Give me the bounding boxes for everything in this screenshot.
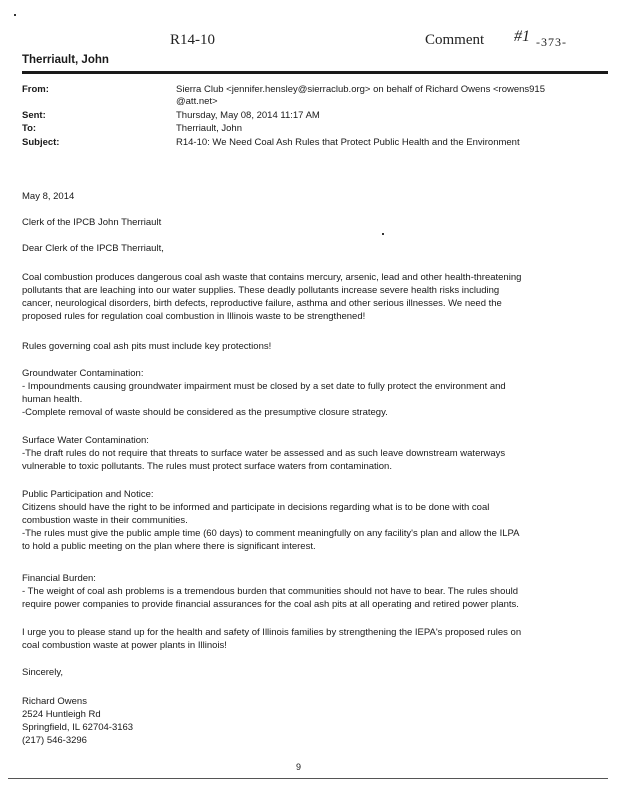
section-heading: Groundwater Contamination:: [22, 368, 144, 379]
comment-suffix: -373-: [536, 35, 567, 49]
from-value-line: @att.net>: [176, 96, 218, 107]
sent-value: Thursday, May 08, 2014 11:17 AM: [176, 110, 320, 121]
section-line: -The draft rules do not require that threats to surface water be assessed and as such leave downstream waterways: [22, 448, 506, 459]
section-line: require power companies to provide financial assurances for the coal ash pits at all operating and retired power plants.: [22, 599, 519, 610]
closing-line: I urge you to please stand up for the health and safety of Illinois families by strengthening the IEPA's proposed rules on: [22, 627, 522, 638]
sent-label: Sent:: [22, 110, 46, 121]
intro-line: pollutants that are leaching into our water supplies. These deadly pollutants increase severe health risks including: [22, 285, 500, 296]
section-line: Citizens should have the right to be informed and participate in decisions regarding what is to be done with coal: [22, 502, 490, 513]
section-heading: Financial Burden:: [22, 573, 96, 584]
section-line: - The weight of coal ash problems is a tremendous burden that communities should not have to bear. The rules should: [22, 586, 519, 597]
signer-phone: (217) 546-3296: [22, 735, 87, 746]
intro-line: cancer, neurological disorders, birth defects, reproductive failure, asthma and other serious illnesses. We need the: [22, 298, 502, 309]
section-line: - Impoundments causing groundwater impairment must be closed by a set date to fully protect the environment and: [22, 381, 506, 392]
section-line: vulnerable to toxic pollutants. The rules must protect surface waters from contamination.: [22, 461, 392, 472]
section-heading: Surface Water Contamination:: [22, 435, 149, 446]
docket-number: R14-10: [170, 32, 215, 48]
from-value: [176, 84, 596, 108]
section-groundwater: [22, 367, 567, 419]
comment-number: #1: [514, 28, 530, 45]
section-public-participation: [22, 488, 567, 553]
letter-date: May 8, 2014: [22, 191, 75, 202]
section-line: -The rules must give the public ample time (60 days) to comment meaningfully on any facility's plan and allow the ILPA: [22, 528, 520, 539]
footer-divider: [8, 778, 608, 779]
closing-paragraph: [22, 626, 567, 652]
section-financial-burden: [22, 572, 567, 611]
intro-line: Coal combustion produces dangerous coal ash waste that contains mercury, arsenic, lead and other health-threatening: [22, 272, 522, 283]
signature-block: [22, 695, 567, 747]
to-value: Therriault, John: [176, 123, 243, 134]
section-line: human health.: [22, 394, 83, 405]
header-divider: [22, 71, 608, 74]
rules-intro: Rules governing coal ash pits must include key protections!: [22, 341, 272, 352]
signer-street: 2524 Huntleigh Rd: [22, 709, 101, 720]
mailbox-owner-name: Therriault, John: [22, 54, 109, 66]
comment-label: Comment: [425, 32, 485, 48]
closing-line: coal combustion waste at power plants in Illinois!: [22, 640, 227, 651]
section-line: combustion waste in their communities.: [22, 515, 188, 526]
from-label: From:: [22, 84, 49, 95]
subject-value: R14-10: We Need Coal Ash Rules that Protect Public Health and the Environment: [176, 137, 520, 148]
letter-recipient: Clerk of the IPCB John Therriault: [22, 217, 162, 228]
page-number: 9: [296, 762, 302, 772]
subject-label: Subject:: [22, 137, 60, 148]
section-line: to hold a public meeting on the plan where there is significant interest.: [22, 541, 316, 552]
from-value-line: Sierra Club <jennifer.hensley@sierraclub.org> on behalf of Richard Owens <rowens915: [176, 84, 546, 95]
scan-speck: [382, 233, 384, 235]
to-label: To:: [22, 123, 37, 134]
letter-salutation: Dear Clerk of the IPCB Therriault,: [22, 243, 164, 254]
signer-city: Springfield, IL 62704-3163: [22, 722, 134, 733]
signoff: Sincerely,: [22, 667, 64, 678]
section-surface-water: [22, 434, 567, 473]
section-line: -Complete removal of waste should be considered as the presumptive closure strategy.: [22, 407, 388, 418]
scan-speck: [14, 14, 16, 16]
intro-line: proposed rules for regulation coal combustion in Illinois waste to be strengthened!: [22, 311, 366, 322]
intro-paragraph: [22, 271, 567, 323]
section-heading: Public Participation and Notice:: [22, 489, 154, 500]
signer-name: Richard Owens: [22, 696, 87, 707]
